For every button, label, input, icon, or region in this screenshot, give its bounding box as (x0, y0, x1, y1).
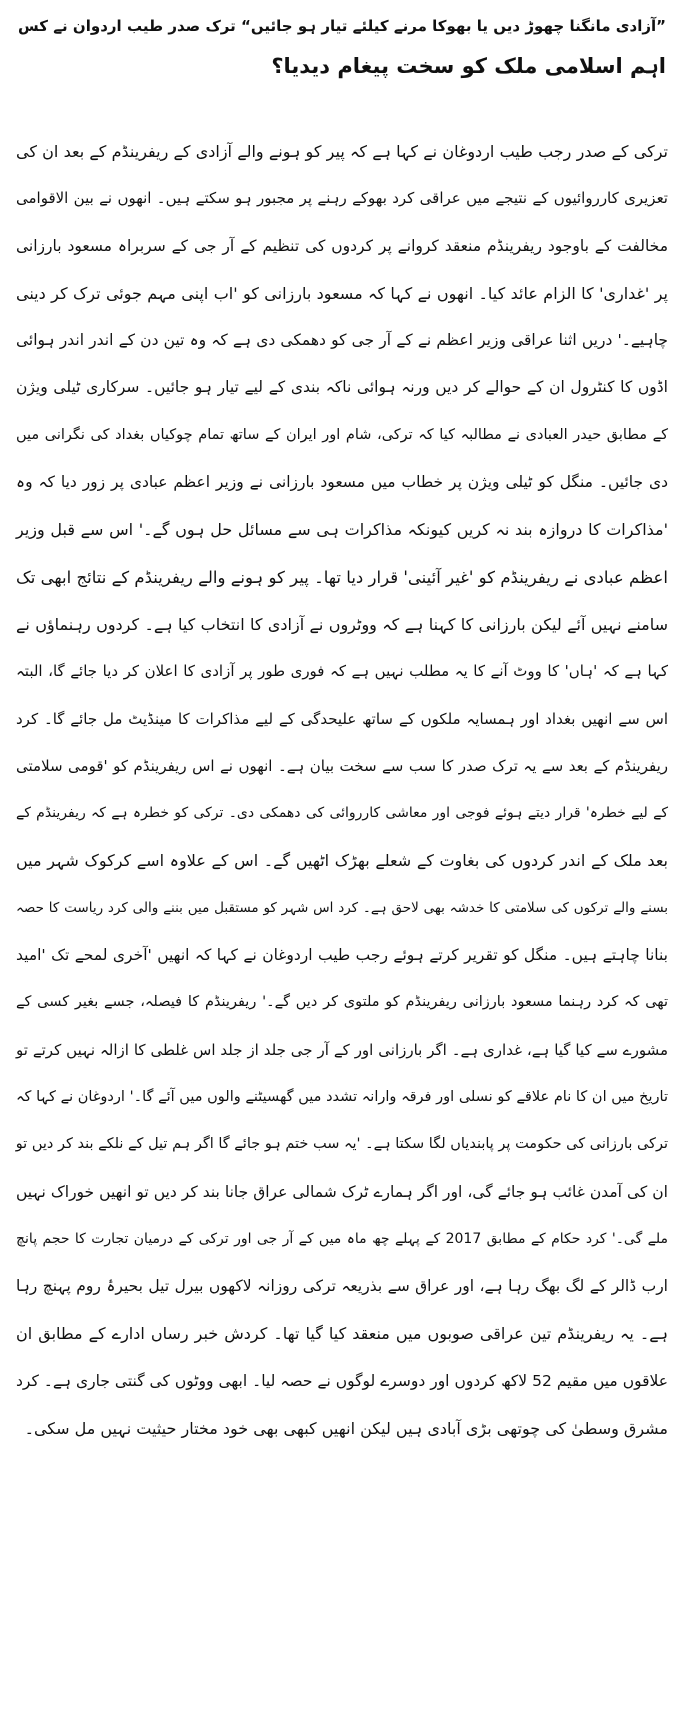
body-line: دی جائیں۔ منگل کو ٹیلی ویژن پر خطاب میں مسعود بارزانی نے وزیر اعظم عبادی پر زور دیا کہ وہ (16, 473, 668, 492)
body-line: اس سے انھیں بغداد اور ہمسایہ ملکوں کے ساتھ علیحدگی کے لیے مذاکرات کا مینڈیٹ مل جائے گا۔ کرد (16, 709, 668, 728)
body-line: پر 'غداری' کا الزام عائد کیا۔ انھوں نے کہا کہ مسعود بارزانی کو 'اب اپنی مہم جوئی ترک کر دینی (16, 283, 668, 303)
body-line: ترکی کے صدر رجب طیب اردوغان نے کہا ہے کہ پیر کو ہونے والے آزادی کے ریفرینڈم کے بعد ان کی (16, 142, 669, 161)
body-line: چاہیے۔' دریں اثنا عراقی وزیر اعظم نے کے آر جی کو دھمکی دی ہے کہ وہ تین دن کے اندر اندر ہوائی (16, 331, 668, 350)
body-line: تاریخ میں ان کا نام علاقے کو نسلی اور فرقہ وارانہ تشدد میں گھسیٹنے والوں میں آئے گا۔' اردوغان نے کہا کہ (16, 1088, 668, 1105)
body-line: اڈوں کا کنٹرول ان کے حوالے کر دیں ورنہ ہوائی ناکہ بندی کے لیے تیار ہو جائیں۔ سرکاری ٹیلی ویژن (16, 378, 668, 397)
headline-line: اہم اسلامی ملک کو سخت پیغام دیدیا؟ (271, 54, 666, 78)
body-line: تھی کہ کرد رہنما مسعود بارزانی ریفرینڈم کو ملتوی کر دیں گے۔' ریفرینڈم کا فیصلہ، جسے بغیر کسی کے (16, 994, 668, 1011)
body-line: مشرق وسطیٰ کی چوتھی بڑی آبادی ہیں لیکن انھیں کبھی بھی خود مختار حیثیت نہیں مل سکی۔ (24, 1419, 668, 1439)
body-line: 'مذاکرات کا دروازہ بند نہ کریں کیونکہ مذاکرات ہی سے مسائل حل ہوں گے۔' اس سے قبل وزیر (16, 520, 668, 540)
article-body (16, 128, 668, 1452)
headline-line: ”آزادی مانگنا چھوڑ دیں یا بھوکا مرنے کیلئے تیار ہو جائیں“ ترک صدر طیب اردوان نے کس (18, 17, 666, 35)
body-line: ارب ڈالر کے لگ بھگ رہا ہے، اور عراق سے بذریعہ ترکی روزانہ لاکھوں بیرل تیل بحیرۂ روم پہنچ رہا (16, 1277, 668, 1296)
body-line: مشورے سے کیا گیا ہے، غداری ہے۔ اگر بارزانی اور کے آر جی جلد از جلد اس غلطی کا ازالہ نہیں کرتے تو (16, 1040, 668, 1059)
body-line: اعظم عبادی نے ریفرینڈم کو 'غیر آئینی' قرار دیا تھا۔ پیر کو ہونے والے ریفرینڈم کے نتائج ابھی تک (16, 567, 668, 587)
body-line: بسنے والے ترکوں کی سلامتی کا خدشہ بھی لاحق ہے۔ کرد اس شہر کو مستقبل میں بننے والی کرد ریاست کا حصہ (16, 899, 668, 916)
body-line: ریفرینڈم کے بعد سے یہ ترک صدر کا سب سے سخت بیان ہے۔ انھوں نے اس ریفرینڈم کو 'قومی سلامتی (16, 756, 668, 775)
body-line: ملے گی۔' کرد حکام کے مطابق 2017 کے پہلے چھ ماہ میں کے آر جی اور ترکی کے درمیان تجارت کا حجم پانچ (16, 1230, 668, 1247)
body-line: سامنے نہیں آئے لیکن بارزانی کا کہنا ہے کہ ووٹروں نے آزادی کا انتخاب کیا ہے۔ کردوں رہنماؤں نے (16, 614, 668, 634)
body-line: بعد ملک کے اندر کردوں کی بغاوت کے شعلے بھڑک اٹھیں گے۔ اس کے علاوہ اسے کرکوک شہر میں (16, 851, 668, 871)
body-line: علاقوں میں مقیم 52 لاکھ کردوں اور دوسرے لوگوں نے حصہ لیا۔ ابھی ووٹوں کی گنتی جاری ہے۔ کرد (16, 1371, 668, 1390)
body-line: بنانا چاہتے ہیں۔ منگل کو تقریر کرتے ہوئے رجب طیب اردوغان نے کہا کہ انھیں 'آخری لمحے تک 'امید (16, 946, 668, 965)
body-line: ہے۔ یہ ریفرینڈم تین عراقی صوبوں میں منعقد کیا گیا تھا۔ کردش خبر رساں ادارے کے مطابق ان (16, 1324, 668, 1344)
body-line: کے لیے خطرہ' قرار دیتے ہوئے فوجی اور معاشی کارروائی کی دھمکی دی۔ ترکی کو خطرہ ہے کہ ریفرینڈم کے (16, 805, 668, 822)
body-line: ان کی آمدن غائب ہو جائے گی، اور اگر ہمارے ٹرک شمالی عراق جانا بند کر دیں تو انھیں خوراک نہیں (16, 1182, 668, 1201)
article-headline (18, 6, 666, 86)
body-line: مخالفت کے باوجود ریفرینڈم منعقد کروانے پر کردوں کی تنظیم کے آر جی کے سربراہ مسعود بارزانی (16, 236, 668, 255)
body-line: ترکی بارزانی کی حکومت پر پابندیاں لگا سکتا ہے۔ 'یہ سب ختم ہو جائے گا اگر ہم تیل کے نلکے بند کر دیں تو (15, 1136, 668, 1153)
body-line: کہا ہے کہ 'ہاں' کا ووٹ آنے کا یہ مطلب نہیں ہے کہ فوری طور پر آزادی کا اعلان کر دیا جائے گا، البتہ (16, 662, 668, 681)
body-line: تعزیری کارروائیوں کے نتیجے میں عراقی کرد بھوکے رہنے پر مجبور ہو سکتے ہیں۔ انھوں نے بین الاقوامی (16, 189, 668, 208)
body-line: کے مطابق حیدر العبادی نے مطالبہ کیا کہ ترکی، شام اور ایران کے ساتھ تمام چوکیاں بغداد کی نگرانی میں (16, 426, 668, 443)
